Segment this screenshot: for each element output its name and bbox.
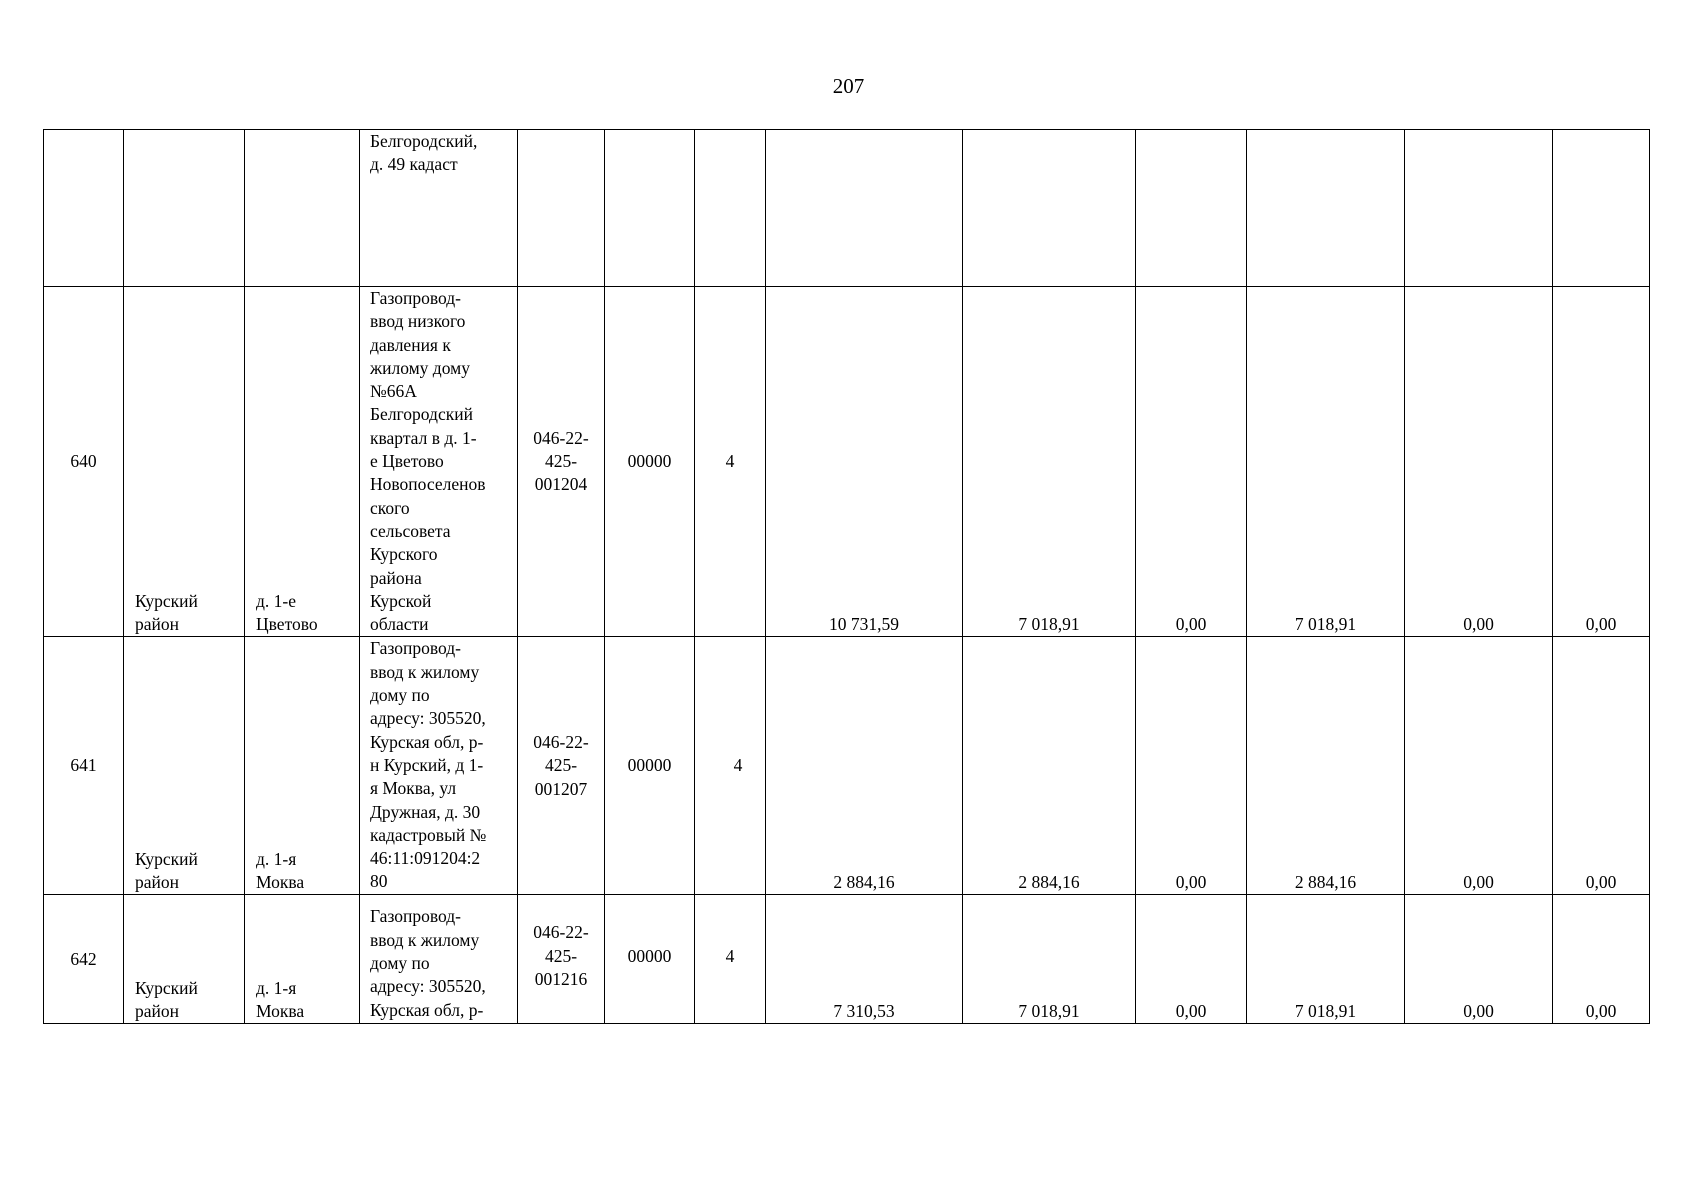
- description-line: дому по: [370, 953, 430, 974]
- description-line: кадастровый №: [370, 824, 487, 845]
- cell-amount: 0,00: [1136, 637, 1247, 895]
- table-row: [44, 895, 1650, 1024]
- cell-amount: [1553, 130, 1650, 287]
- code-line: 001216: [534, 969, 588, 990]
- description-line: Курская обл, р-: [370, 731, 484, 752]
- description-line: я Моква, ул: [370, 778, 457, 799]
- cell-col7: 4: [695, 287, 766, 637]
- district-line: район: [135, 872, 179, 893]
- locality-line: Моква: [256, 1001, 305, 1022]
- data-table: [43, 129, 1650, 1024]
- description-line: д. 49 кадаст: [370, 154, 458, 175]
- description-line: дому по: [370, 685, 430, 706]
- cell-amount: [1136, 130, 1247, 287]
- cell-code: [518, 637, 605, 895]
- cell-amount: 7 018,91: [963, 287, 1136, 637]
- cell-code2: 00000: [605, 637, 695, 895]
- code-line: 425-: [544, 451, 578, 472]
- table-row: [44, 287, 1650, 637]
- description-line: н Курский, д 1-: [370, 754, 484, 775]
- cell-locality: [245, 895, 360, 1024]
- description-line: е Цветово: [370, 451, 444, 472]
- description-line: Белгородский: [370, 404, 473, 425]
- description-line: 46:11:091204:2: [370, 848, 481, 869]
- cell-amount: 0,00: [1405, 287, 1553, 637]
- district-line: район: [135, 614, 179, 635]
- district-line: Курский: [135, 977, 198, 998]
- description-line: давления к: [370, 334, 451, 355]
- cell-num: [44, 130, 124, 287]
- code-line: 001204: [534, 474, 588, 495]
- cell-district: [124, 895, 245, 1024]
- description-line: ского: [370, 497, 410, 518]
- cell-description: [360, 637, 518, 895]
- cell-locality: [245, 130, 360, 287]
- description-line: сельсовета: [370, 520, 451, 541]
- cell-amount: 0,00: [1553, 287, 1650, 637]
- cell-district: [124, 130, 245, 287]
- table-row-continuation: [44, 130, 1650, 287]
- code-line: 046-22-: [533, 732, 589, 752]
- description-line: Дружная, д. 30: [370, 801, 481, 822]
- description-line: №66А: [370, 381, 417, 402]
- cell-code2: 00000: [605, 287, 695, 637]
- cell-num: 642: [44, 895, 124, 1024]
- cell-district: [124, 287, 245, 637]
- locality-line: д. 1-я: [256, 977, 297, 998]
- cell-code: [518, 287, 605, 637]
- cell-col7: 4: [695, 637, 766, 895]
- cell-code2: [605, 130, 695, 287]
- description-line: ввод к жилому: [370, 661, 480, 682]
- locality-line: Цветово: [256, 614, 318, 635]
- cell-locality: [245, 637, 360, 895]
- description-line: ввод к жилому: [370, 929, 480, 950]
- description-line: Газопровод-: [370, 638, 461, 659]
- cell-amount: 2 884,16: [1247, 637, 1405, 895]
- description-line: области: [370, 614, 429, 635]
- cell-amount: [1405, 130, 1553, 287]
- description-line: адресу: 305520,: [370, 976, 486, 997]
- cell-description: [360, 895, 518, 1024]
- description-line: Курская обл, р-: [370, 999, 484, 1020]
- locality-line: Моква: [256, 872, 305, 893]
- code-line: 425-: [544, 945, 578, 966]
- cell-amount: 0,00: [1405, 895, 1553, 1024]
- cell-locality: [245, 287, 360, 637]
- code-line: 046-22-: [533, 922, 589, 943]
- cell-amount: 2 884,16: [963, 637, 1136, 895]
- cell-code: [518, 895, 605, 1024]
- locality-line: д. 1-я: [256, 848, 297, 869]
- description-line: Газопровод-: [370, 288, 461, 308]
- cell-col7: 4: [695, 895, 766, 1024]
- code-line: 425-: [544, 755, 578, 776]
- cell-description: [360, 287, 518, 637]
- locality-line: д. 1-е: [256, 590, 296, 611]
- district-line: район: [135, 1001, 179, 1022]
- cell-num: 640: [44, 287, 124, 637]
- code-line: 046-22-: [533, 427, 589, 448]
- cell-amount: 0,00: [1136, 895, 1247, 1024]
- description-line: Белгородский,: [370, 131, 478, 151]
- description-line: Газопровод-: [370, 906, 461, 927]
- cell-col7: [695, 130, 766, 287]
- description-line: 80: [370, 871, 388, 892]
- table-row: [44, 637, 1650, 895]
- cell-amount: [1247, 130, 1405, 287]
- cell-amount: 2 884,16: [766, 637, 963, 895]
- cell-amount: [766, 130, 963, 287]
- cell-amount: 0,00: [1553, 637, 1650, 895]
- cell-description: [360, 130, 518, 287]
- page-number: 207: [832, 74, 865, 98]
- description-line: Курской: [370, 590, 432, 611]
- cell-amount: 10 731,59: [766, 287, 963, 637]
- cell-amount: 7 018,91: [963, 895, 1136, 1024]
- district-line: Курский: [135, 848, 198, 869]
- description-line: Курского: [370, 544, 438, 565]
- cell-amount: 7 018,91: [1247, 287, 1405, 637]
- cell-district: [124, 637, 245, 895]
- cell-amount: 7 018,91: [1247, 895, 1405, 1024]
- cell-amount: [963, 130, 1136, 287]
- cell-amount: 0,00: [1405, 637, 1553, 895]
- cell-code2: 00000: [605, 895, 695, 1024]
- description-line: ввод низкого: [370, 311, 466, 332]
- cell-amount: 0,00: [1136, 287, 1247, 637]
- description-line: жилому дому: [370, 357, 470, 378]
- cell-code: [518, 130, 605, 287]
- cell-amount: 0,00: [1553, 895, 1650, 1024]
- description-line: района: [370, 567, 422, 588]
- district-line: Курский: [135, 590, 198, 611]
- code-line: 001207: [534, 778, 588, 799]
- cell-num: 641: [44, 637, 124, 895]
- description-line: адресу: 305520,: [370, 708, 486, 729]
- description-line: Новопоселенов: [370, 474, 486, 495]
- description-line: квартал в д. 1-: [370, 427, 477, 448]
- cell-amount: 7 310,53: [766, 895, 963, 1024]
